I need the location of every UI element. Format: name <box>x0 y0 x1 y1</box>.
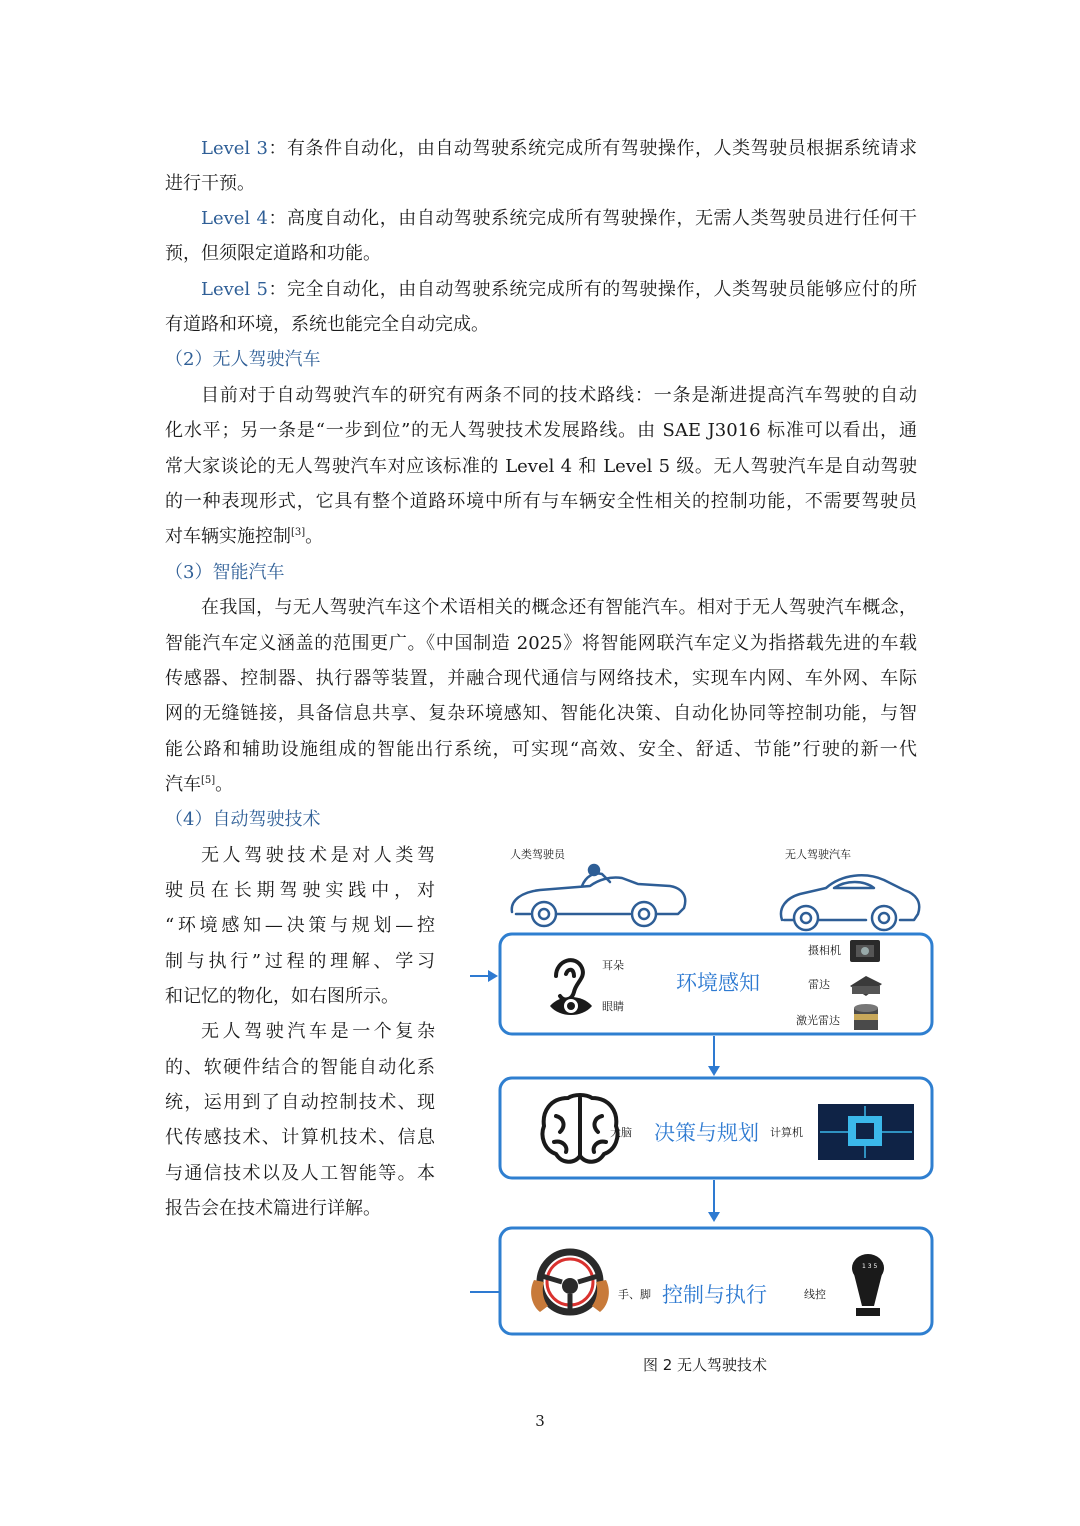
arrow-down-icon <box>708 1036 720 1076</box>
control-execution-title: 控制与执行 <box>662 1283 767 1307</box>
box-control-execution <box>500 1228 932 1334</box>
section3-line: 网的无缝链接，具备信息共享、复杂环境感知、智能化决策、自动化协同等控制功能，与智 <box>165 703 917 724</box>
car-right-label: 无人驾驶汽车 <box>785 848 851 861</box>
camera-icon <box>850 940 880 962</box>
side-text-line: 和记忆的物化，如右图所示。 <box>165 986 399 1007</box>
hands-feet-label: 手、脚 <box>618 1288 651 1301</box>
section3-line: 汽车[5]。 <box>165 774 234 795</box>
section3-line: 传感器、控制器、执行器等装置，并融合现代通信与网络技术，实现车内网、车外网、车际 <box>165 668 917 689</box>
svg-text:1 3 5: 1 3 5 <box>862 1263 878 1270</box>
section2-line: 化水平；另一条是“一步到位”的无人驾驶技术发展路线。由 SAE J3016 标准可以看出，通 <box>165 420 917 441</box>
eye-label: 眼睛 <box>602 1000 624 1013</box>
radar-label: 雷达 <box>808 978 830 991</box>
environment-perception-title: 环境感知 <box>676 971 760 995</box>
box-decision-planning <box>500 1078 932 1178</box>
box-environment-perception <box>500 934 932 1034</box>
side-text-line: 与通信技术以及人工智能等。本 <box>165 1163 435 1184</box>
figure-caption: 图 2 无人驾驶技术 <box>642 1356 768 1374</box>
processor-chip-icon <box>818 1104 914 1160</box>
side-text-line: 报告会在技术篇进行详解。 <box>165 1198 381 1219</box>
lidar-icon <box>854 1004 878 1030</box>
citation-ref: [3] <box>291 527 306 538</box>
section3-heading: （3）智能汽车 <box>165 562 285 583</box>
section3-line: 智能汽车定义涵盖的范围更广。《中国制造 2025》将智能网联汽车定义为指搭载先进的车载 <box>165 633 917 654</box>
level5-text: ：完全自动化，由自动驾驶系统完成所有的驾驶操作，人类驾驶员能够应付的所 <box>267 279 917 300</box>
arrow-down-icon <box>708 1180 720 1222</box>
side-text-line: 无人驾驶技术是对人类驾 <box>201 845 435 866</box>
ear-label: 耳朵 <box>602 959 624 972</box>
page-number: 3 <box>535 1412 545 1430</box>
level3-line2: 进行干预。 <box>165 173 255 194</box>
feedback-loop-arrow <box>470 970 500 1292</box>
section3-line: 在我国，与无人驾驶汽车这个术语相关的概念还有智能汽车。相对于无人驾驶汽车概念， <box>201 597 917 618</box>
side-text-line: 制与执行”过程的理解、学习 <box>165 951 435 972</box>
sports-car-icon <box>781 875 919 930</box>
level4-line2: 预，但须限定道路和功能。 <box>165 243 381 264</box>
autonomous-driving-figure <box>470 836 940 1346</box>
section2-line: 对车辆实施控制[3]。 <box>165 526 324 547</box>
lidar-label: 激光雷达 <box>796 1014 840 1027</box>
computer-label: 计算机 <box>770 1126 803 1139</box>
side-text-line: 驶员在长期驾驶实践中，对 <box>165 880 435 901</box>
section4-heading: （4）自动驾驶技术 <box>165 809 321 830</box>
side-text-line: 代传感技术、计算机技术、信息 <box>165 1127 435 1148</box>
camera-label: 摄相机 <box>808 944 841 957</box>
section3-line: 能公路和辅助设施组成的智能出行系统，可实现“高效、安全、舒适、节能”行驶的新一代 <box>165 739 917 760</box>
side-text-line: 的、软硬件结合的智能自动化系 <box>165 1057 435 1078</box>
side-text-line: 统，运用到了自动控制技术、现 <box>165 1092 435 1113</box>
level4-text: ：高度自动化，由自动驾驶系统完成所有驾驶操作，无需人类驾驶员进行任何干 <box>267 208 917 229</box>
section2-line: 的一种表现形式，它具有整个道路环境中所有与车辆安全性相关的控制功能，不需要驾驶员 <box>165 491 917 512</box>
section2-line: 常大家谈论的无人驾驶汽车对应该标准的 Level 4 和 Level 5 级。无人驾驶汽车是自动驾驶 <box>165 456 917 477</box>
side-text-line: “环境感知—决策与规划—控 <box>165 915 435 936</box>
level4-line1 <box>165 207 917 231</box>
side-text-line: 无人驾驶汽车是一个复杂 <box>201 1021 435 1042</box>
brain-label: 大脑 <box>610 1126 632 1139</box>
level5-line1 <box>165 278 917 302</box>
level3-line1 <box>165 137 917 161</box>
wire-control-label: 线控 <box>804 1288 826 1301</box>
decision-planning-title: 决策与规划 <box>654 1121 759 1145</box>
car-left-label: 人类驾驶员 <box>510 848 565 861</box>
level4-label: Level 4 <box>201 208 268 229</box>
section2-line: 目前对于自动驾驶汽车的研究有两条不同的技术路线：一条是渐进提高汽车驾驶的自动 <box>201 385 917 406</box>
convertible-car-icon <box>512 865 685 926</box>
citation-ref: [5] <box>201 775 216 786</box>
level5-line2: 有道路和环境，系统也能完全自动完成。 <box>165 314 489 335</box>
level3-label: Level 3 <box>201 138 268 159</box>
level5-label: Level 5 <box>201 279 268 300</box>
section2-heading: （2）无人驾驶汽车 <box>165 349 321 370</box>
level3-text: ：有条件自动化，由自动驾驶系统完成所有驾驶操作，人类驾驶员根据系统请求 <box>267 138 917 159</box>
